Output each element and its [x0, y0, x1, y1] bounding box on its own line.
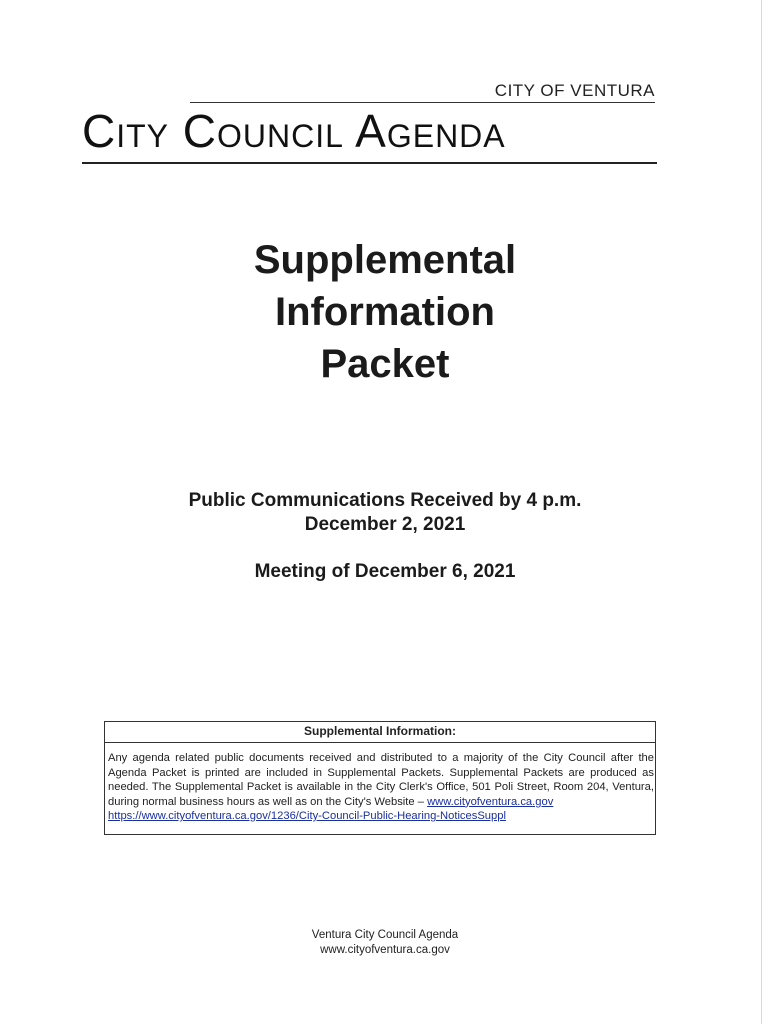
packet-title-line-3: Packet — [320, 342, 450, 386]
footer-agenda-name: Ventura City Council Agenda — [311, 929, 459, 941]
website-link[interactable]: www.cityofventura.ca.gov — [427, 795, 554, 808]
public-hearing-notices-link[interactable]: https://www.cityofventura.ca.gov/1236/City-Council-Public-Hearing-NoticesSuppl — [108, 810, 506, 822]
communications-received-line: Public Communications Received by 4 p.m. — [188, 490, 582, 511]
supplemental-info-box — [104, 721, 656, 835]
header-bottom-rule — [82, 162, 657, 164]
supplemental-info-body — [108, 751, 654, 824]
packet-title-line-2: Information — [275, 290, 495, 334]
footer-website: www.cityofventura.ca.gov — [320, 944, 450, 956]
meeting-date-line: Meeting of December 6, 2021 — [254, 561, 516, 582]
packet-title-line-1: Supplemental — [253, 238, 517, 282]
page-footer — [0, 928, 770, 958]
supplemental-info-text: Any agenda related public documents received and distributed to a majority of the City Council after the Agenda Packet is printed are included in Supplemental Packets. Supplemental Packets are produced as needed. The Supplemental Packet is available in the City Clerk's Office, 501 Poli Street, Room 204, Ventura, during normal business hours as well as on the City's Website – — [108, 752, 654, 808]
page-edge — [761, 0, 762, 1024]
supplemental-info-heading: Supplemental Information: — [105, 722, 655, 743]
agenda-title: City Council Agenda — [82, 105, 506, 157]
communications-received-date: December 2, 2021 — [304, 514, 466, 535]
packet-title — [0, 235, 770, 391]
city-name: CITY OF VENTURA — [494, 81, 655, 100]
